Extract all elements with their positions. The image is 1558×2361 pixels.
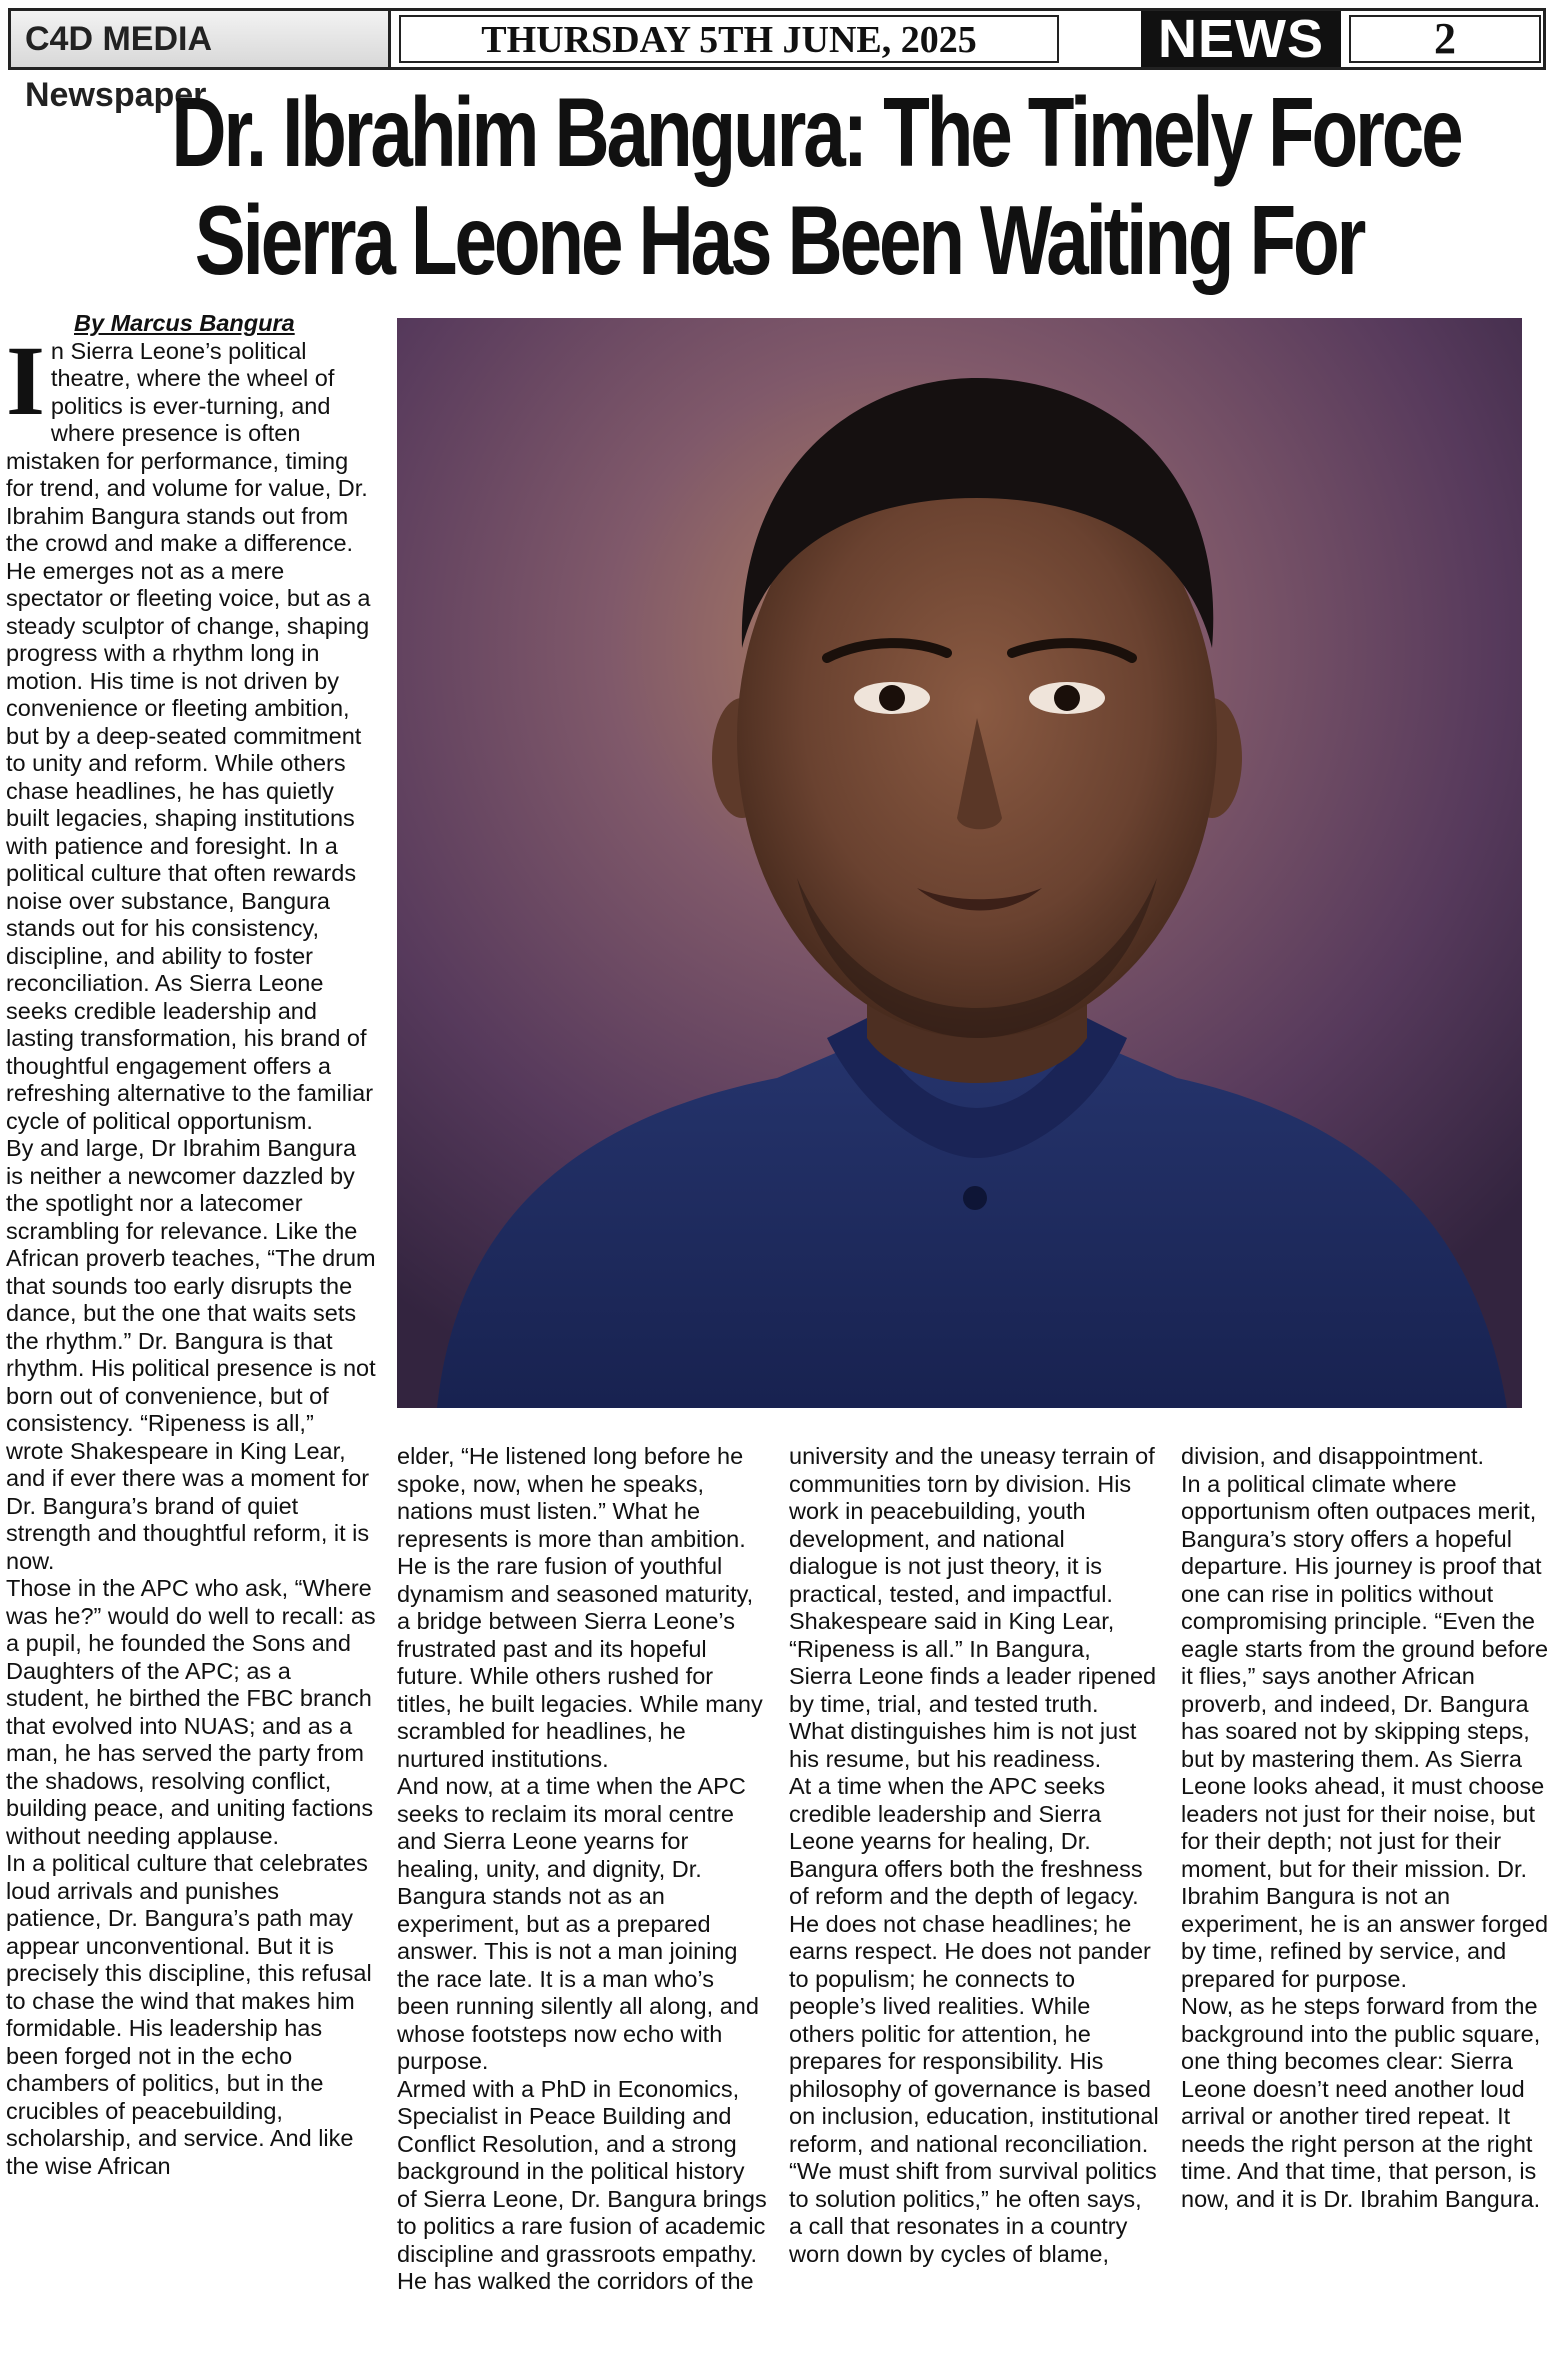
article-paragraph: In a political culture that celebrates loud arrivals and punishes patience, Dr. Bangura’s path may appear unconventional. But it is precisely this discipline, this refusal to chase the wind that makes him formidable. His leadership has been forged not in the echo chambers of politics, but in the crucibles of peacebuilding, scholarship, and service. And like the wise African bbox=[6, 1850, 372, 2179]
article-paragraph: In a political climate where opportunism often outpaces merit, Bangura’s story offers a hopeful departure. His journey is proof that one can rise in politics without compromising principle. “Even the eagle starts from the ground before it flies,” says another African proverb, and indeed, Dr. Bangura has soared not by skipping steps, but by mastering them. As Sierra Leone looks ahead, it must choose leaders not just for their noise, but for their depth; not just for their moment, but for their mission. Dr. Ibrahim Bangura is not an experiment, he is an answer forged by time, refined by service, and prepared for purpose. bbox=[1181, 1470, 1549, 1992]
headline-line-2: Sierra Leone Has Been Waiting For bbox=[194, 185, 1364, 295]
section-label: NEWS bbox=[1141, 11, 1341, 67]
article-paragraph: university and the uneasy terrain of communities torn by division. His work in peacebuilding, youth development, and national dialogue is not just theory, it is practical, tested, and impactful. Shakespeare said in King Lear, “Ripeness is all.” In Bangura, Sierra Leone finds a leader ripened by time, trial, and tested truth. What distinguishes him is not just his resume, but his readiness. bbox=[789, 1443, 1157, 1772]
headline bbox=[171, 77, 1461, 295]
article-paragraph: elder, “He listened long before he spoke, now, when he speaks, nations must listen.” What he represents is more than ambition. He is the rare fusion of youthful dynamism and seasoned maturity, a bridge between Sierra Leone’s frustrated past and its hopeful future. While others rushed for titles, he built legacies. While many scrambled for headlines, he nurtured institutions. bbox=[397, 1443, 763, 1772]
byline: By Marcus Bangura bbox=[74, 310, 295, 336]
article-paragraph: By and large, Dr Ibrahim Bangura is neither a newcomer dazzled by the spotlight nor a latecomer scrambling for relevance. Like the African proverb teaches, “The drum that sounds too early disrupts the dance, but the one that waits sets the rhythm.” Dr. Bangura is that rhythm. His political presence is not born out of convenience, but of consistency. “Ripeness is all,” wrote Shakespeare in King Lear, and if ever there was a moment for Dr. Bangura’s brand of quiet strength and thoughtful reform, it is now. bbox=[6, 1135, 376, 1574]
article-paragraph: Those in the APC who ask, “Where was he?” would do well to recall: as a pupil, he founded the Sons and Daughters of the APC; as a student, he birthed the FBC branch that evolved into NUAS; and as a man, he has served the party from the shadows, resolving conflict, building peace, and uniting factions without needing applause. bbox=[6, 1575, 376, 1849]
masthead bbox=[8, 8, 1546, 114]
paragraph-text: n Sierra Leone’s political theatre, where the wheel of politics is ever-turning, and where presence is often mistaken for performance, timing for trend, and volume for value, Dr. Ibrahim Bangura stands out from the crowd and make a difference. He emerges not as a mere spectator or fleeting voice, but as a steady sculptor of change, shaping progress with a rhythm long in motion. His time is not driven by convenience or fleeting ambition, but by a deep-seated commitment to unity and reform. While others chase headlines, he has quietly built legacies, shaping institutions with patience and foresight. In a political culture that often rewards noise over substance, Bangura stands out for his consistency, discipline, and ability to foster reconciliation. As Sierra Leone seeks credible leadership and lasting transformation, his brand of thoughtful engagement offers a refreshing alternative to the familiar cycle of political opportunism. bbox=[6, 337, 374, 1134]
article-paragraph bbox=[6, 324, 376, 1136]
page-number: 2 bbox=[1349, 15, 1541, 63]
article-column-2 bbox=[397, 1443, 767, 2355]
article-column-3 bbox=[789, 1443, 1159, 2355]
portrait-photo bbox=[397, 318, 1522, 1408]
article-paragraph: And now, at a time when the APC seeks to reclaim its moral centre and Sierra Leone yearns for healing, unity, and dignity, Dr. Bangura stands not as an experiment, but as a prepared answer. This is not a man joining the race late. It is a man who’s been running silently all along, and whose footsteps now echo with purpose. bbox=[397, 1773, 759, 2074]
article-column-1 bbox=[6, 310, 376, 2355]
article-paragraph: division, and disappointment. bbox=[1181, 1443, 1485, 1469]
issue-date: THURSDAY 5TH JUNE, 2025 bbox=[399, 15, 1059, 63]
article-paragraph: Now, as he steps forward from the background into the public square, one thing becomes clear: Sierra Leone doesn’t need another loud arrival or another tired repeat. It needs the right person at the right time. And that time, that person, is now, and it is Dr. Ibrahim Bangura. bbox=[1181, 1993, 1541, 2212]
article-column-4 bbox=[1181, 1443, 1551, 2355]
drop-cap: I bbox=[6, 324, 45, 436]
article-paragraph: At a time when the APC seeks credible leadership and Sierra Leone yearns for healing, Dr. Bangura offers both the freshness of reform and the depth of legacy. He does not chase headlines; he earns respect. He does not pander to populism; he connects to people’s lived realities. While others politic for attention, he prepares for responsibility. His philosophy of governance is based on inclusion, education, institutional reform, and national reconciliation. “We must shift from survival politics to solution politics,” he often says, a call that resonates in a country worn down by cycles of blame, bbox=[789, 1773, 1159, 2267]
newspaper-name: C4D MEDIA Newspaper bbox=[11, 11, 391, 67]
article-paragraph: Armed with a PhD in Economics, Specialist in Peace Building and Conflict Resolution, and a strong background in the political history of Sierra Leone, Dr. Bangura brings to politics a rare fusion of academic discipline and grassroots empathy. He has walked the corridors of the bbox=[397, 2075, 767, 2294]
headline-line-1: Dr. Ibrahim Bangura: The Timely Force bbox=[171, 77, 1461, 187]
